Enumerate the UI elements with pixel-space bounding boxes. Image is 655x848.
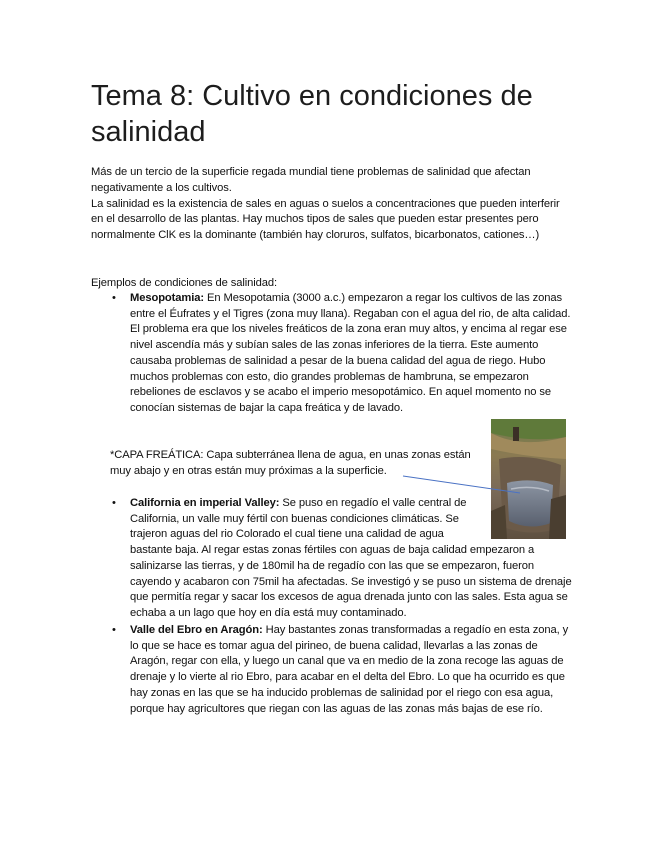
list-item-body: Se puso en regadío el valle central de California, un valle muy fértil con buenas condiciones climáticas. Se trajeron aguas del rio Colorado el cual tiene una calidad de agua bastante baja. Al regar estas zonas fértiles con aguas de baja calidad empezaron a salinizarse las tierras, y de 180mil ha de regadío con las que se empezaron, fueron cayendo y acabaron con 75mil ha afectadas. Se investigó y se puso un sistema de drenaje que permitía regar y sacar los excesos de agua drenada junto con las sales. Esta agua se echaba a un lago que hoy en día está muy contaminado. bbox=[130, 497, 572, 619]
bullet-icon: • bbox=[112, 292, 116, 304]
list-item-text bbox=[130, 496, 574, 622]
list-item-text bbox=[130, 623, 574, 717]
bullet-icon: • bbox=[112, 624, 116, 636]
list-item-label: Mesopotamia: bbox=[130, 292, 205, 304]
list-item-label: California en imperial Valley: bbox=[130, 497, 280, 509]
water-table-note: *CAPA FREÁTICA: Capa subterránea llena de agua, en unas zonas están muy abajo y en otras están muy próximas a la superficie. bbox=[110, 449, 471, 477]
list-item-ebro bbox=[112, 623, 574, 717]
bullet-icon: • bbox=[112, 497, 116, 509]
intro-paragraph-2: La salinidad es la existencia de sales en aguas o suelos a concentraciones que pueden interferir en el desarrollo de las plantas. Hay muchos tipos de sales que pueden estar presentes pero normalmente ClK es la dominante (también hay cloruros, sulfatos, bicarbonatos, cationes…) bbox=[91, 197, 560, 242]
list-item-california bbox=[112, 496, 574, 622]
list-item-mesopotamia bbox=[112, 291, 572, 417]
examples-heading: Ejemplos de condiciones de salinidad: bbox=[91, 277, 277, 289]
photo-float-spacer bbox=[482, 496, 574, 542]
list-item-text bbox=[130, 291, 572, 417]
list-item-body: Hay bastantes zonas transformadas a regadío en esta zona, y lo que se hace es tomar agua del pirineo, de buena calidad, llevarlas a las zonas de Aragón, regar con ella, y luego un canal que va en medio de la zona recoge las aguas de drenaje y lo vierte al rio Ebro, para acabar en el delta del Ebro. Lo que ha ocurrido es que hay zonas en las que se ha inducido problemas de salinidad por el riego con esa agua, porque hay agricultores que riegan con las aguas de las zonas más bajas de ese río. bbox=[130, 624, 569, 715]
list-item-body: En Mesopotamia (3000 a.c.) empezaron a regar los cultivos de las zonas entre el Éufrates y el Tigres (zona muy llana). Regaban con el agua del rio, de alta calidad. El problema era que los niveles freáticos de la zona eran muy altos, y encima al regar ese nivel ascendía más y subían sales de las zonas inferiores de la tierra. Este aumento causaba problemas de salinidad a pesar de la buena calidad del agua de riego. Hubo muchos problemas con esto, dio grandes problemas de hambruna, se empezaron rebeliones de esclavos y se acabo el imperio mesopotámico. En aquel momento no se conocían sistemas de bajar la capa freática y de lavado. bbox=[130, 292, 571, 414]
intro-paragraph-1: Más de un tercio de la superficie regada mundial tiene problemas de salinidad que afectan negativamente a los cultivos. bbox=[91, 166, 531, 194]
intro-paragraphs bbox=[91, 165, 573, 244]
list-item-label: Valle del Ebro en Aragón: bbox=[130, 624, 263, 636]
page-title: Tema 8: Cultivo en condiciones de salinidad bbox=[91, 80, 533, 148]
